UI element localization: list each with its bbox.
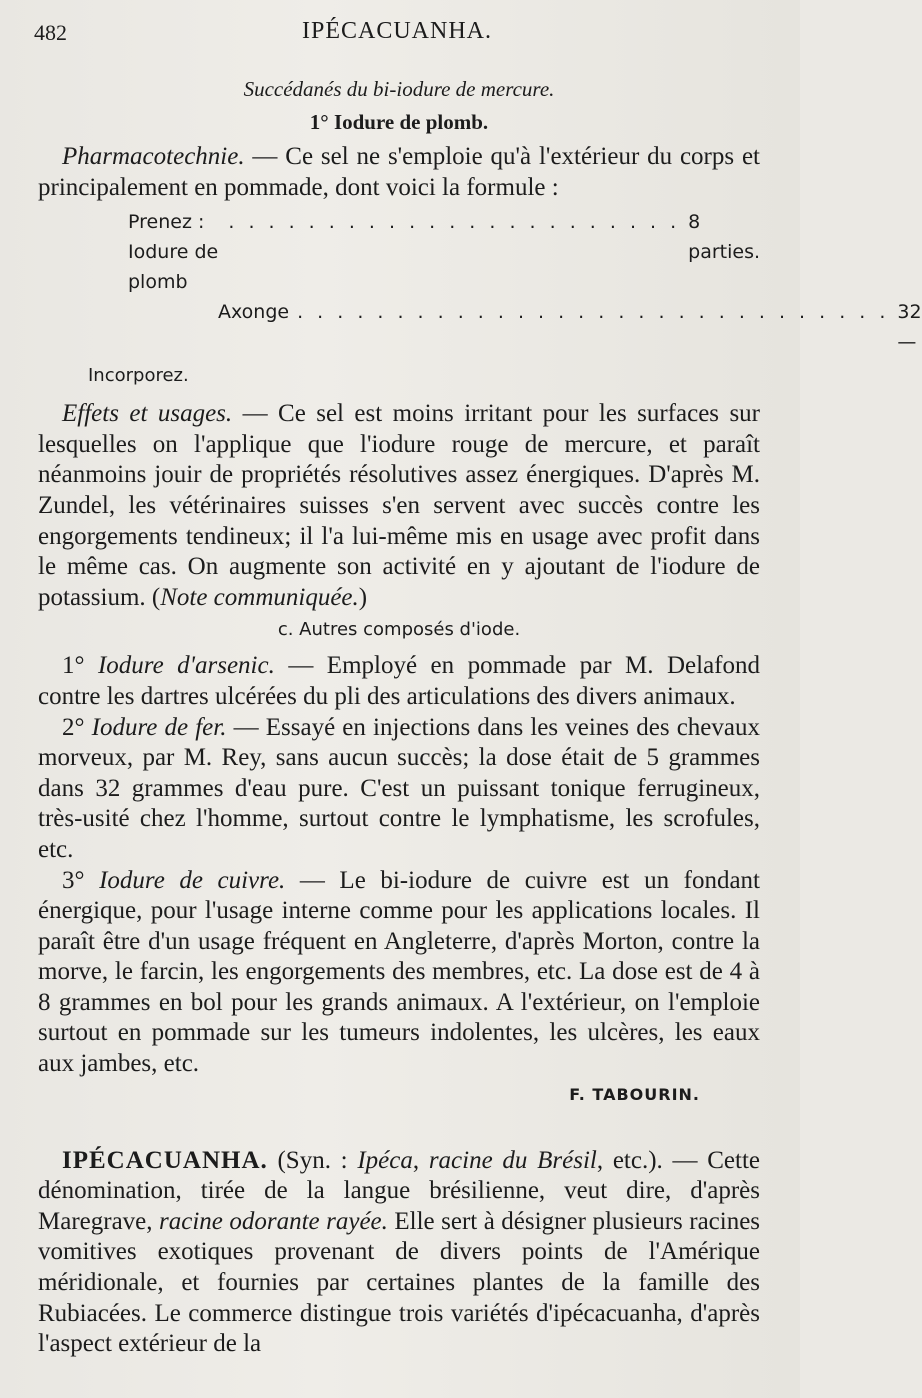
effets-text: — Ce sel est moins irritant pour les surfaces sur lesquelles on l'applique que l'iodure rouge de mercure, et paraît néanmoins jouir de propriétés résolutives assez énergiques. D'après M. Zundel, les vétérinaires suisses s'en servent avec succès contre les engorgements tendineux; il l'a lui-même mis en usage avec profit dans le même cas. On augmente son activité en y ajoutant de l'iodure de potassium. ( xyxy=(38,400,761,611)
recipe-qty-2: 32 — xyxy=(897,301,922,354)
effets-label: Effets et usages. xyxy=(62,400,233,428)
effets-note: Note communiquée. xyxy=(160,583,359,611)
item-3-num: 3° xyxy=(62,866,85,894)
item-2 xyxy=(38,713,760,866)
running-title: IPÉCACUANHA. xyxy=(301,18,492,44)
pharmacotechnie-text: — Ce sel ne s'emploie qu'à l'extérieur du corps et principalement en pommade, dont voici la formule : xyxy=(38,143,760,201)
item-2-label: Iodure de fer. xyxy=(91,713,227,741)
item-1-text: — Employé en pommade par M. Delafond contre les dartres ulcérées du pli des articulations des divers animaux. xyxy=(38,652,760,710)
page-number: 482 xyxy=(34,20,67,45)
recipe-prenez: Prenez : Iodure de plomb xyxy=(128,211,219,294)
recipe-line-2 xyxy=(38,297,922,357)
item-3-text: — Le bi-iodure de cuivre est un fondant énergique, pour l'usage interne comme pour les applications locales. Il paraît être d'un usage fréquent en Angleterre, d'après Morton, contre la morve, le farcin, les engorgements des membres, etc. La dose est de 4 à 8 grammes en bol pour les grands animaux. A l'extérieur, on l'emploie surtout en pommade sur les tumeurs indolentes, les ulcères, les eaux aux jambes, etc. xyxy=(38,866,760,1078)
item-2-num: 2° xyxy=(62,713,85,741)
recipe-axonge: Axonge xyxy=(218,301,290,324)
item-3-label: Iodure de cuivre. xyxy=(99,866,286,894)
author-signature: F. TABOURIN. xyxy=(569,1084,700,1104)
subsection-c-title: c. Autres composés d'iode. xyxy=(277,619,521,641)
recipe-dots-2: . . . . . . . . . . . . . . . . . . . . . . . . . . . . . . xyxy=(297,301,890,324)
page-body xyxy=(38,76,922,1360)
item-3 xyxy=(38,866,760,1080)
entry-odorante: racine odorante rayée. xyxy=(159,1207,388,1235)
pharmacotechnie-paragraph xyxy=(38,142,760,203)
section-title: Succédanés du bi-iodure de mercure. xyxy=(243,77,555,101)
item-1 xyxy=(38,651,760,712)
entry-syn-comma: , xyxy=(412,1146,429,1174)
effets-close: ) xyxy=(358,583,368,611)
section-gap xyxy=(38,1108,760,1146)
item-1-num: 1° xyxy=(62,652,85,680)
entry-syn-after: , etc.). — Cette dénomination, tirée de la langue brésilienne, veut dire, d'après Maregrave, xyxy=(38,1146,760,1235)
entry-paragraph xyxy=(38,1146,760,1360)
subsection-title: 1° Iodure de plomb. xyxy=(309,110,489,134)
recipe-qty-1: 8 parties. xyxy=(688,211,761,264)
item-2-text: — Essayé en injections dans les veines des chevaux morveux, par M. Rey, sans aucun succès; la dose était de 5 grammes dans 32 grammes d'eau pure. C'est un puissant tonique ferrugineux, très-usité chez l'homme, surtout contre le lymphatisme, les scrofules, etc. xyxy=(38,713,760,863)
pharmacotechnie-label: Pharmacotechnie. xyxy=(62,143,245,170)
page-header xyxy=(34,18,760,52)
item-1-label: Iodure d'arsenic. xyxy=(97,652,275,680)
effets-paragraph xyxy=(38,399,760,613)
recipe-dots-1: . . . . . . . . . . . . . . . . . . . . . . . xyxy=(228,211,681,234)
recipe-incorporez: Incorporez. xyxy=(88,365,189,387)
entry-syn-2: racine du Brésil xyxy=(428,1146,597,1174)
entry-syn-1: Ipéca xyxy=(357,1146,413,1174)
recipe-line-1 xyxy=(38,207,760,297)
entry-title: IPÉCACUANHA. xyxy=(62,1146,268,1174)
entry-text-end: Elle sert à désigner plusieurs racines vomitives exotiques provenant de divers points de l'Amérique méridionale, et fournies par certaines plantes de la famille des Rubiacées. Le commerce distingue trois variétés d'ipécacuanha, d'après l'aspect extérieur de la xyxy=(38,1207,761,1358)
entry-syn-before: (Syn. : xyxy=(267,1146,358,1174)
recipe xyxy=(38,207,922,357)
